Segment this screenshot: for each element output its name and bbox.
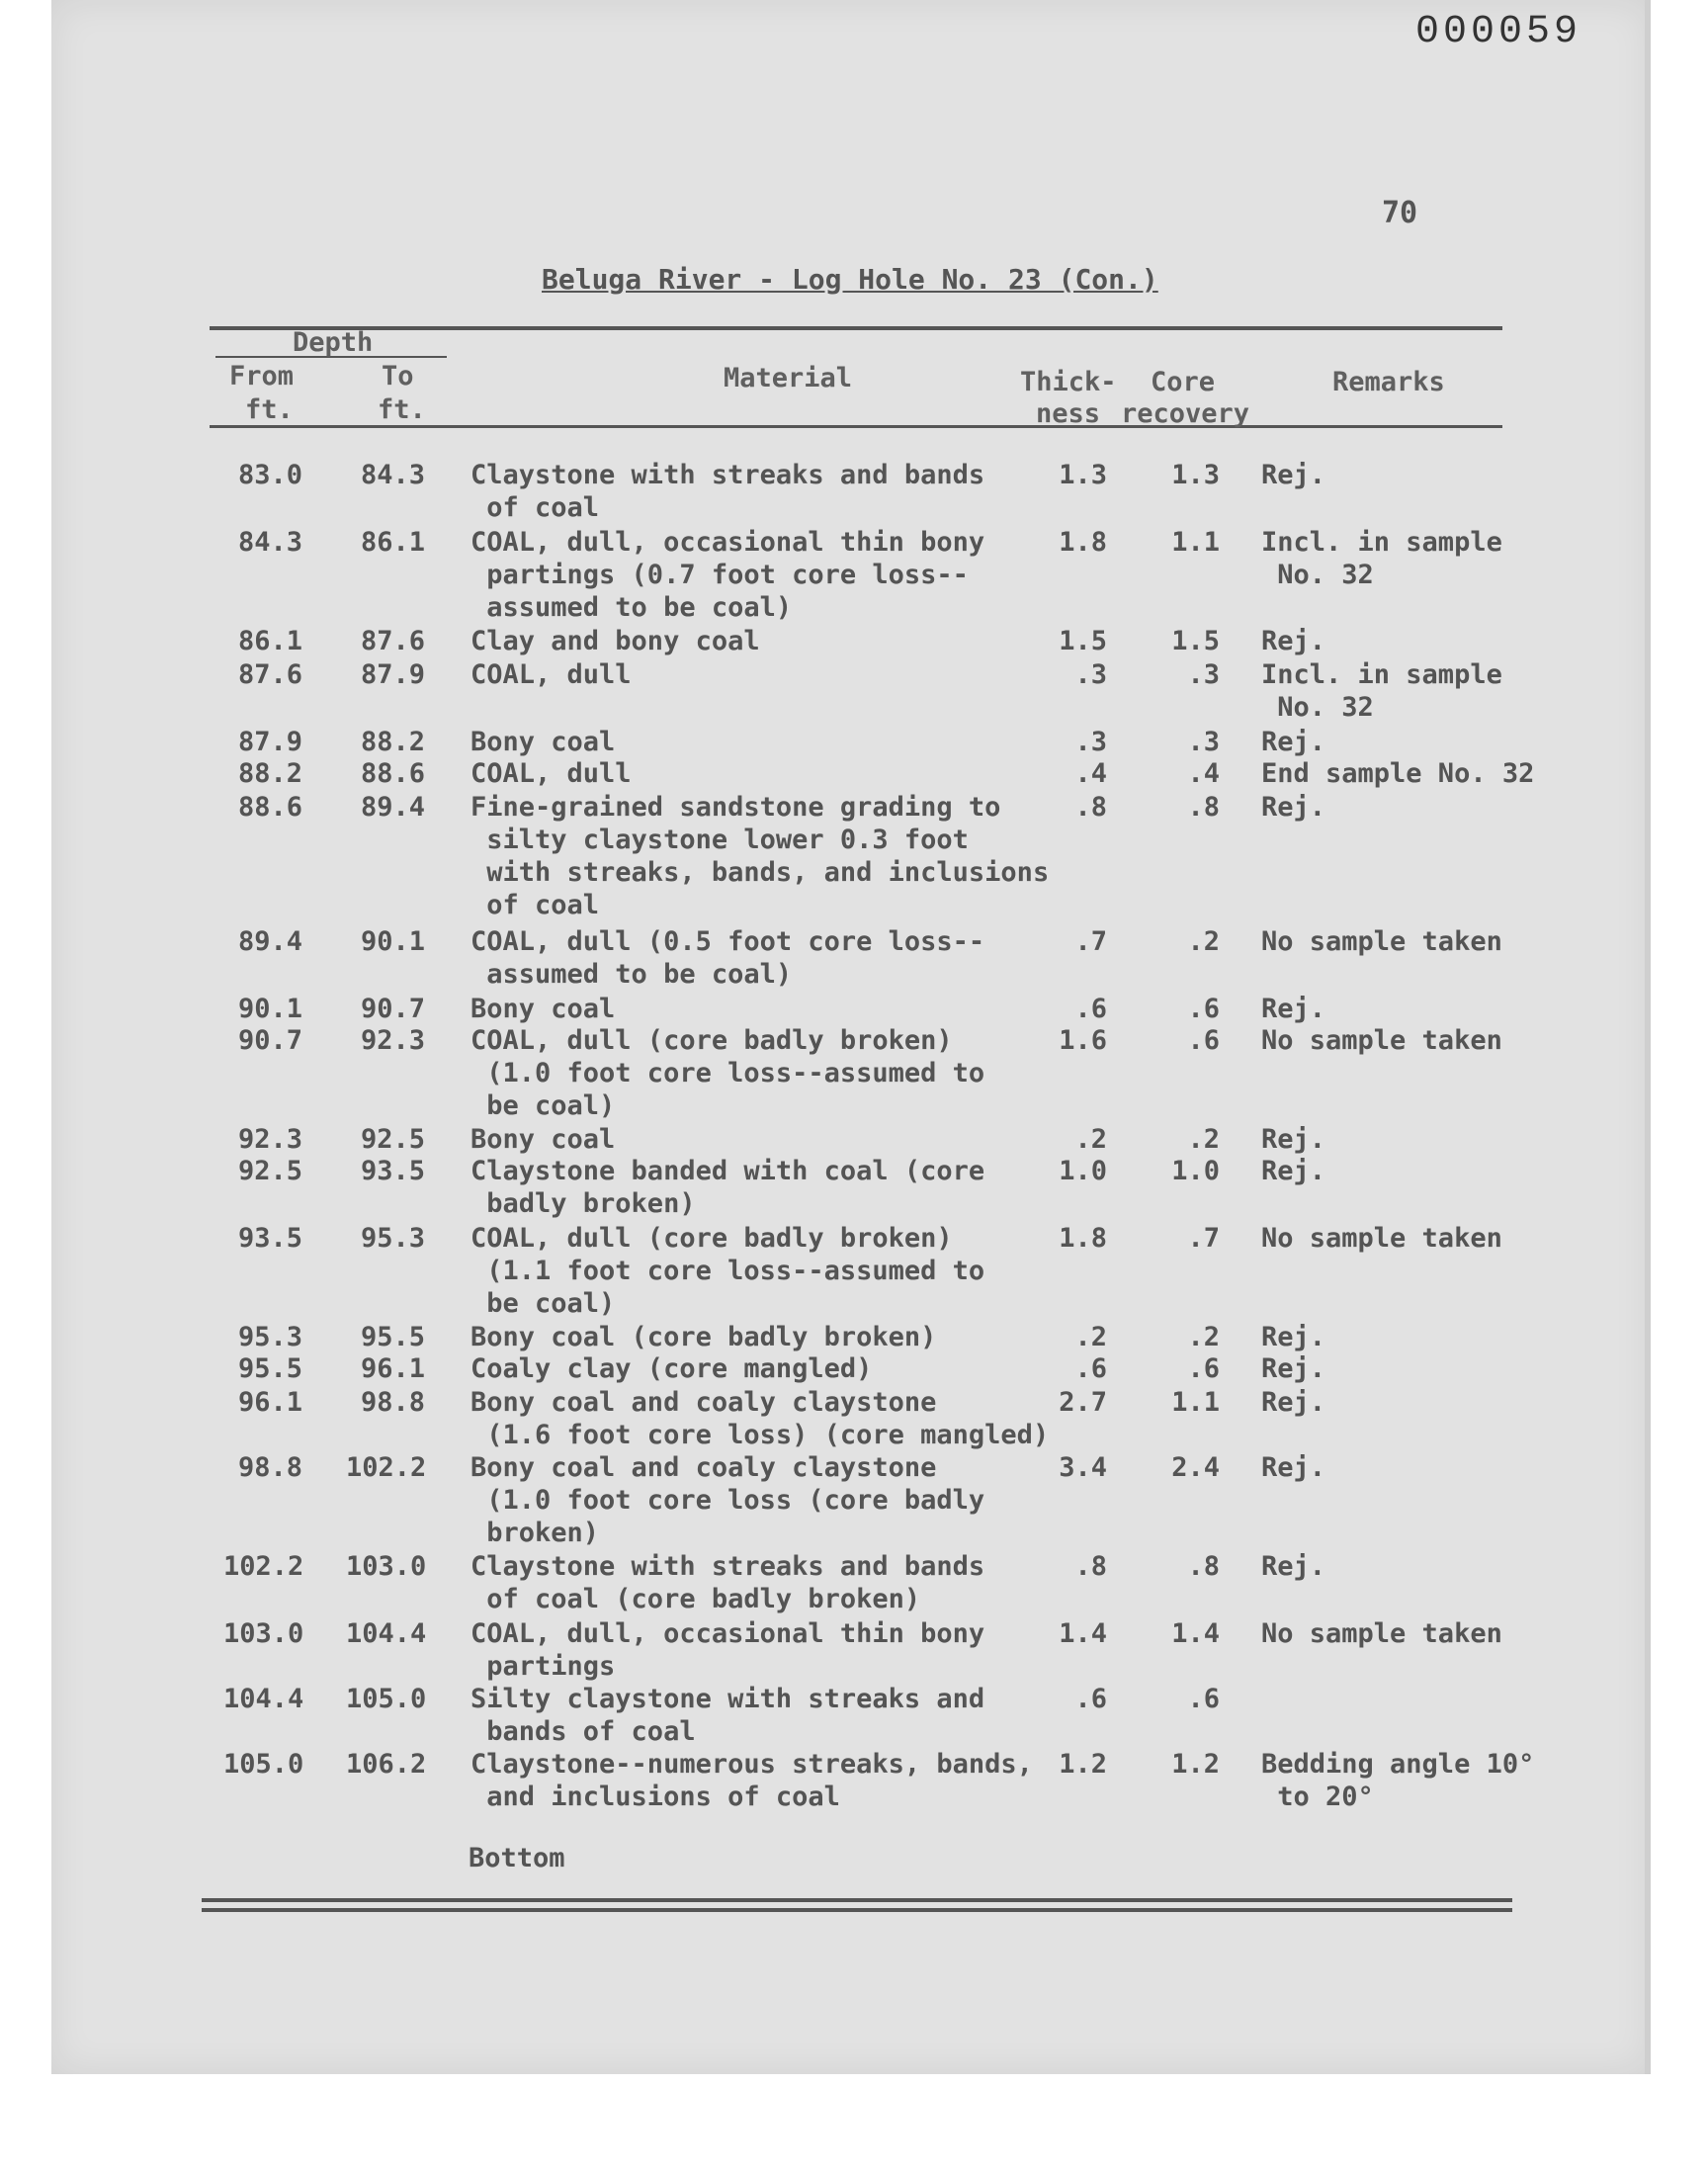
material-cell: Coaly clay (core mangled)	[470, 1353, 873, 1384]
material-cell: Bony coal and coaly claystone (1.6 foot core loss) (core mangled)	[470, 1387, 1050, 1450]
depth-to-cell: 84.3	[360, 460, 425, 490]
remarks-cell: Rej.	[1261, 792, 1326, 823]
core-recovery-cell: 1.2	[1171, 1749, 1220, 1780]
depth-to-cell: 93.5	[360, 1156, 425, 1186]
header-material: Material	[724, 363, 853, 393]
material-cell: Fine-grained sandstone grading to silty claystone lower 0.3 foot with streaks, bands, and inclusions of coal	[470, 792, 1050, 920]
remarks-cell: Rej.	[1261, 727, 1326, 757]
core-recovery-cell: 1.1	[1171, 527, 1220, 558]
depth-from-cell: 90.1	[237, 994, 302, 1024]
thickness-cell: 1.8	[1059, 1223, 1107, 1254]
material-cell: Claystone with streaks and bands of coal	[470, 460, 985, 523]
depth-from-cell: 87.6	[237, 659, 302, 690]
table-top-rule	[210, 326, 1502, 330]
thickness-cell: .6	[1074, 994, 1107, 1024]
thickness-cell: .7	[1074, 926, 1107, 957]
remarks-cell: Bedding angle 10° to 20°	[1261, 1749, 1535, 1812]
core-recovery-cell: .6	[1187, 994, 1220, 1024]
material-cell: Bony coal	[470, 727, 616, 757]
remarks-cell: Rej.	[1261, 626, 1326, 656]
material-cell: Bony coal	[470, 994, 616, 1024]
core-recovery-cell: 1.5	[1171, 626, 1220, 656]
core-recovery-cell: .3	[1187, 659, 1220, 690]
core-recovery-cell: .7	[1187, 1223, 1220, 1254]
remarks-cell: Rej.	[1261, 1551, 1326, 1582]
depth-to-cell: 105.0	[346, 1684, 427, 1714]
depth-to-cell: 95.3	[360, 1223, 425, 1254]
bottom-label: Bottom	[469, 1843, 565, 1873]
depth-to-cell: 88.6	[360, 758, 425, 789]
depth-to-cell: 106.2	[346, 1749, 427, 1780]
depth-from-cell: 88.2	[237, 758, 302, 789]
depth-from-cell: 98.8	[237, 1452, 302, 1483]
core-recovery-cell: .6	[1187, 1353, 1220, 1384]
depth-from-cell: 102.2	[223, 1551, 304, 1582]
header-thickness: Thick-	[1020, 367, 1117, 397]
depth-from-cell: 95.5	[237, 1353, 302, 1384]
header-thickness-2: ness	[1036, 398, 1101, 429]
table-bottom-rule-2	[202, 1908, 1512, 1912]
header-remarks: Remarks	[1332, 367, 1445, 397]
depth-from-cell: 105.0	[223, 1749, 304, 1780]
depth-from-cell: 89.4	[237, 926, 302, 957]
material-cell: Bony coal	[470, 1124, 616, 1155]
material-cell: COAL, dull (core badly broken) (1.1 foot core loss--assumed to be coal)	[470, 1223, 985, 1319]
core-recovery-cell: .2	[1187, 926, 1220, 957]
depth-from-cell: 103.0	[223, 1618, 304, 1649]
header-from: From	[229, 361, 295, 392]
depth-to-cell: 95.5	[360, 1322, 425, 1352]
material-cell: COAL, dull	[470, 758, 632, 789]
remarks-cell: Rej.	[1261, 1124, 1326, 1155]
depth-to-cell: 87.9	[360, 659, 425, 690]
thickness-cell: .3	[1074, 659, 1107, 690]
remarks-cell: No sample taken	[1261, 1618, 1502, 1649]
core-recovery-cell: .2	[1187, 1322, 1220, 1352]
remarks-cell: No sample taken	[1261, 1025, 1502, 1056]
material-cell: Claystone--numerous streaks, bands, and inclusions of coal	[470, 1749, 1033, 1812]
remarks-cell: Rej.	[1261, 1452, 1326, 1483]
header-core-2: recovery	[1121, 398, 1250, 429]
depth-from-cell: 93.5	[237, 1223, 302, 1254]
depth-from-cell: 86.1	[237, 626, 302, 656]
core-recovery-cell: 1.3	[1171, 460, 1220, 490]
material-cell: Silty claystone with streaks and bands of coal	[470, 1684, 985, 1747]
core-recovery-cell: 1.4	[1171, 1618, 1220, 1649]
remarks-cell: Rej.	[1261, 1387, 1326, 1418]
core-recovery-cell: .6	[1187, 1684, 1220, 1714]
thickness-cell: 1.2	[1059, 1749, 1107, 1780]
depth-to-cell: 104.4	[346, 1618, 427, 1649]
core-recovery-cell: .8	[1187, 792, 1220, 823]
core-recovery-cell: 2.4	[1171, 1452, 1220, 1483]
remarks-cell: End sample No. 32	[1261, 758, 1535, 789]
thickness-cell: .4	[1074, 758, 1107, 789]
remarks-cell: No sample taken	[1261, 1223, 1502, 1254]
remarks-cell: Rej.	[1261, 1353, 1326, 1384]
core-recovery-cell: .8	[1187, 1551, 1220, 1582]
core-recovery-cell: .3	[1187, 727, 1220, 757]
depth-to-cell: 92.3	[360, 1025, 425, 1056]
paper-edge	[1645, 0, 1651, 2074]
depth-to-cell: 86.1	[360, 527, 425, 558]
material-cell: COAL, dull, occasional thin bony partings	[470, 1618, 985, 1682]
material-cell: Clay and bony coal	[470, 626, 760, 656]
thickness-cell: 1.0	[1059, 1156, 1107, 1186]
depth-to-cell: 102.2	[346, 1452, 427, 1483]
thickness-cell: .8	[1074, 1551, 1107, 1582]
depth-from-cell: 104.4	[223, 1684, 304, 1714]
core-recovery-cell: 1.1	[1171, 1387, 1220, 1418]
remarks-cell: Rej.	[1261, 994, 1326, 1024]
core-recovery-cell: .6	[1187, 1025, 1220, 1056]
table-bottom-rule-1	[202, 1898, 1512, 1902]
remarks-cell: Rej.	[1261, 1322, 1326, 1352]
thickness-cell: .8	[1074, 792, 1107, 823]
page-number: 70	[1382, 196, 1418, 230]
remarks-cell: Rej.	[1261, 460, 1326, 490]
material-cell: Claystone banded with coal (core badly broken)	[470, 1156, 985, 1219]
depth-to-cell: 87.6	[360, 626, 425, 656]
material-cell: Claystone with streaks and bands of coal (core badly broken)	[470, 1551, 985, 1614]
header-core: Core	[1151, 367, 1216, 397]
thickness-cell: 1.4	[1059, 1618, 1107, 1649]
thickness-cell: 2.7	[1059, 1387, 1107, 1418]
depth-to-cell: 92.5	[360, 1124, 425, 1155]
depth-from-cell: 83.0	[237, 460, 302, 490]
thickness-cell: .6	[1074, 1353, 1107, 1384]
core-recovery-cell: .2	[1187, 1124, 1220, 1155]
thickness-cell: 1.8	[1059, 527, 1107, 558]
header-from-unit: ft.	[245, 394, 294, 425]
depth-to-cell: 89.4	[360, 792, 425, 823]
header-to-unit: ft.	[378, 394, 426, 425]
material-cell: COAL, dull (core badly broken) (1.0 foot core loss--assumed to be coal)	[470, 1025, 985, 1121]
material-cell: COAL, dull, occasional thin bony partings (0.7 foot core loss-- assumed to be coal)	[470, 527, 985, 623]
header-to: To	[382, 361, 414, 392]
thickness-cell: .2	[1074, 1124, 1107, 1155]
material-cell: Bony coal and coaly claystone (1.0 foot core loss (core badly broken)	[470, 1452, 985, 1548]
thickness-cell: .3	[1074, 727, 1107, 757]
remarks-cell: Incl. in sample No. 32	[1261, 659, 1502, 723]
depth-to-cell: 90.7	[360, 994, 425, 1024]
thickness-cell: 1.5	[1059, 626, 1107, 656]
depth-to-cell: 96.1	[360, 1353, 425, 1384]
document-number: 000059	[1415, 10, 1582, 54]
thickness-cell: 1.3	[1059, 460, 1107, 490]
thickness-cell: .6	[1074, 1684, 1107, 1714]
depth-from-cell: 92.3	[237, 1124, 302, 1155]
depth-from-cell: 96.1	[237, 1387, 302, 1418]
depth-from-cell: 95.3	[237, 1322, 302, 1352]
thickness-cell: .2	[1074, 1322, 1107, 1352]
depth-from-cell: 87.9	[237, 727, 302, 757]
core-recovery-cell: .4	[1187, 758, 1220, 789]
depth-from-cell: 92.5	[237, 1156, 302, 1186]
depth-to-cell: 90.1	[360, 926, 425, 957]
header-depth: Depth	[293, 327, 374, 358]
core-recovery-cell: 1.0	[1171, 1156, 1220, 1186]
remarks-cell: Incl. in sample No. 32	[1261, 527, 1502, 590]
thickness-cell: 1.6	[1059, 1025, 1107, 1056]
remarks-cell: Rej.	[1261, 1156, 1326, 1186]
page-title: Beluga River - Log Hole No. 23 (Con.)	[542, 263, 1158, 296]
depth-to-cell: 98.8	[360, 1387, 425, 1418]
material-cell: COAL, dull (0.5 foot core loss-- assumed to be coal)	[470, 926, 985, 990]
remarks-cell: No sample taken	[1261, 926, 1502, 957]
thickness-cell: 3.4	[1059, 1452, 1107, 1483]
depth-to-cell: 88.2	[360, 727, 425, 757]
depth-from-cell: 88.6	[237, 792, 302, 823]
depth-from-cell: 90.7	[237, 1025, 302, 1056]
material-cell: Bony coal (core badly broken)	[470, 1322, 937, 1352]
material-cell: COAL, dull	[470, 659, 632, 690]
depth-to-cell: 103.0	[346, 1551, 427, 1582]
depth-from-cell: 84.3	[237, 527, 302, 558]
